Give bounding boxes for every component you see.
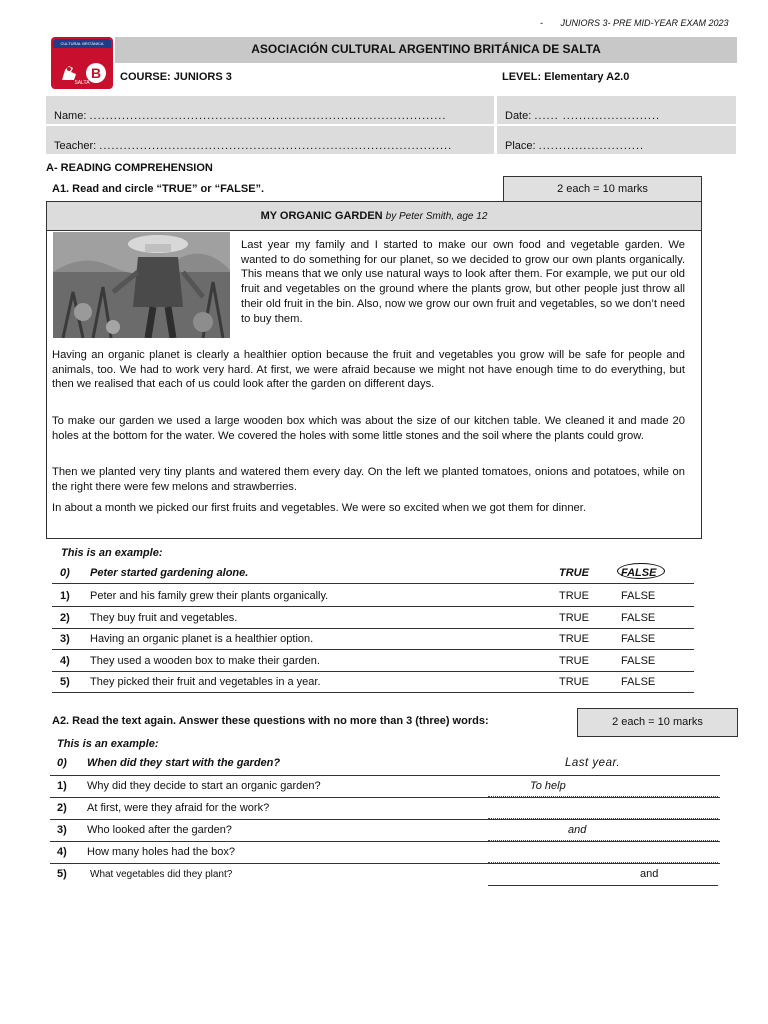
tf-example-false[interactable]: FALSE (621, 567, 657, 579)
question-row-2 (50, 797, 720, 819)
course-label: COURSE: JUNIORS 3 (120, 71, 232, 83)
exam-title: - JUNIORS 3- PRE MID-YEAR EXAM 2023 (540, 18, 729, 28)
question-row-1 (50, 775, 720, 797)
tf-example-num: 0) (60, 567, 70, 579)
logo-letter: B (86, 63, 106, 83)
tf-row-4 (52, 650, 694, 672)
section-title: A- READING COMPREHENSION (46, 162, 213, 174)
tf-statement: They picked their fruit and vegetables in a year. (90, 676, 321, 688)
paragraph-2: Having an organic planet is clearly a healthier option because the fruit and vegetables you grow will be safe for people and animals, too. We had to work very hard. At first, we were afraid because we might not have enough time to do everything, but then we realised that each of us could look after the garden on different days. (52, 349, 685, 391)
q-example-row (50, 753, 720, 774)
tf-num: 1) (60, 590, 70, 602)
teacher-field[interactable]: Teacher: ....................................................................................... (46, 126, 494, 154)
level-label: LEVEL: Elementary A2.0 (502, 71, 630, 83)
name-label: Name: (54, 110, 87, 122)
date-field[interactable]: Date: ...... ........................ (497, 96, 736, 124)
logo-city: SALTA (74, 80, 90, 86)
tf-num: 5) (60, 676, 70, 688)
garden-photo (53, 232, 230, 338)
q-num: 3) (57, 824, 67, 836)
paragraph-3: To make our garden we used a large wooden box which was about the size of our kitchen table. We cleaned it and made 20 holes at the bottom for the water. We covered the holes with some little stones and the soil where the plants could grow. (52, 415, 685, 442)
institution-logo (51, 37, 113, 89)
question-row-3 (50, 819, 720, 841)
example-label: This is an example: (61, 547, 163, 559)
q-example-answer: Last year. (565, 757, 621, 769)
false-option[interactable]: FALSE (621, 655, 656, 667)
a2-instruction: A2. Read the text again. Answer these questions with no more than 3 (three) words: (52, 715, 489, 727)
reading-title (47, 202, 701, 231)
tf-num: 4) (60, 655, 70, 667)
tf-row-5 (52, 671, 694, 693)
q-text: How many holes had the box? (87, 846, 235, 858)
tf-example-row (52, 562, 694, 584)
q-num: 4) (57, 846, 67, 858)
tf-num: 3) (60, 633, 70, 645)
false-option[interactable]: FALSE (621, 676, 656, 688)
tf-statement: They buy fruit and vegetables. (90, 612, 238, 624)
q-hint: and (568, 824, 587, 836)
q-text: Who looked after the garden? (87, 824, 232, 836)
place-label: Place: (505, 140, 536, 152)
true-option[interactable]: TRUE (559, 655, 589, 667)
tf-example-text: Peter started gardening alone. (90, 567, 249, 579)
tf-row-1 (52, 585, 694, 607)
q-num: 1) (57, 780, 67, 792)
paragraph-5: In about a month we picked our first fruits and vegetables. We were so excited when we got them for dinner. (52, 502, 586, 514)
q-hint: To help (530, 780, 566, 792)
a2-example-label: This is an example: (57, 738, 159, 750)
q-example-text: When did they start with the garden? (87, 757, 281, 769)
text-byline: by Peter Smith, age 12 (385, 211, 488, 222)
teacher-label: Teacher: (54, 140, 97, 152)
date-label: Date: (505, 110, 532, 122)
false-option[interactable]: FALSE (621, 590, 656, 602)
answer-line[interactable] (488, 885, 718, 886)
a2-marks: 2 each = 10 marks (577, 708, 738, 737)
institution-title: ASOCIACIÓN CULTURAL ARGENTINO BRITÁNICA DE SALTA (115, 37, 737, 63)
q-text: At first, were they afraid for the work? (87, 802, 270, 814)
a1-marks: 2 each = 10 marks (503, 176, 702, 202)
tf-statement: Having an organic planet is a healthier option. (90, 633, 314, 645)
logo-text: CULTURAL BRITÁNICA (53, 39, 111, 48)
false-option[interactable]: FALSE (621, 633, 656, 645)
tf-row-2 (52, 607, 694, 629)
false-option[interactable]: FALSE (621, 612, 656, 624)
q-example-num: 0) (57, 757, 67, 769)
q-text: Why did they decide to start an organic garden? (87, 780, 321, 792)
true-option[interactable]: TRUE (559, 590, 589, 602)
question-row-4 (50, 841, 720, 863)
tf-num: 2) (60, 612, 70, 624)
q-num: 5) (57, 868, 67, 880)
tf-row-3 (52, 628, 694, 650)
text-title: MY ORGANIC GARDEN (260, 210, 383, 222)
name-field[interactable]: Name: ........................................................................................ (46, 96, 494, 124)
q-num: 2) (57, 802, 67, 814)
paragraph-4: Then we planted very tiny plants and watered them every day. On the left we planted tomatoes, onions and potatoes, while on the right there were few melons and strawberries. (52, 466, 685, 493)
tf-statement: Peter and his family grew their plants organically. (90, 590, 329, 602)
question-row-5 (50, 863, 720, 885)
q-hint: and (640, 868, 659, 880)
true-option[interactable]: TRUE (559, 676, 589, 688)
q-text: What vegetables did they plant? (90, 869, 233, 880)
a1-instruction: A1. Read and circle “TRUE” or “FALSE”. (52, 183, 265, 195)
tf-statement: They used a wooden box to make their garden. (90, 655, 320, 667)
paragraph-1: Last year my family and I started to make our own food and vegetable garden. We wanted to do something for our planet, so we decided to grow our own plants organically. This means that we only use natural ways to look after them. For example, we put our old fruit and vegetables on the ground where the plants grow, but other people just throw all their old fruit in the bin. Also, now we grow our own fruit and vegetables, so we don’t need to buy them. (241, 239, 685, 325)
true-option[interactable]: TRUE (559, 612, 589, 624)
tf-example-true[interactable]: TRUE (559, 567, 589, 579)
true-option[interactable]: TRUE (559, 633, 589, 645)
place-field[interactable]: Place: .......................... (497, 126, 736, 154)
